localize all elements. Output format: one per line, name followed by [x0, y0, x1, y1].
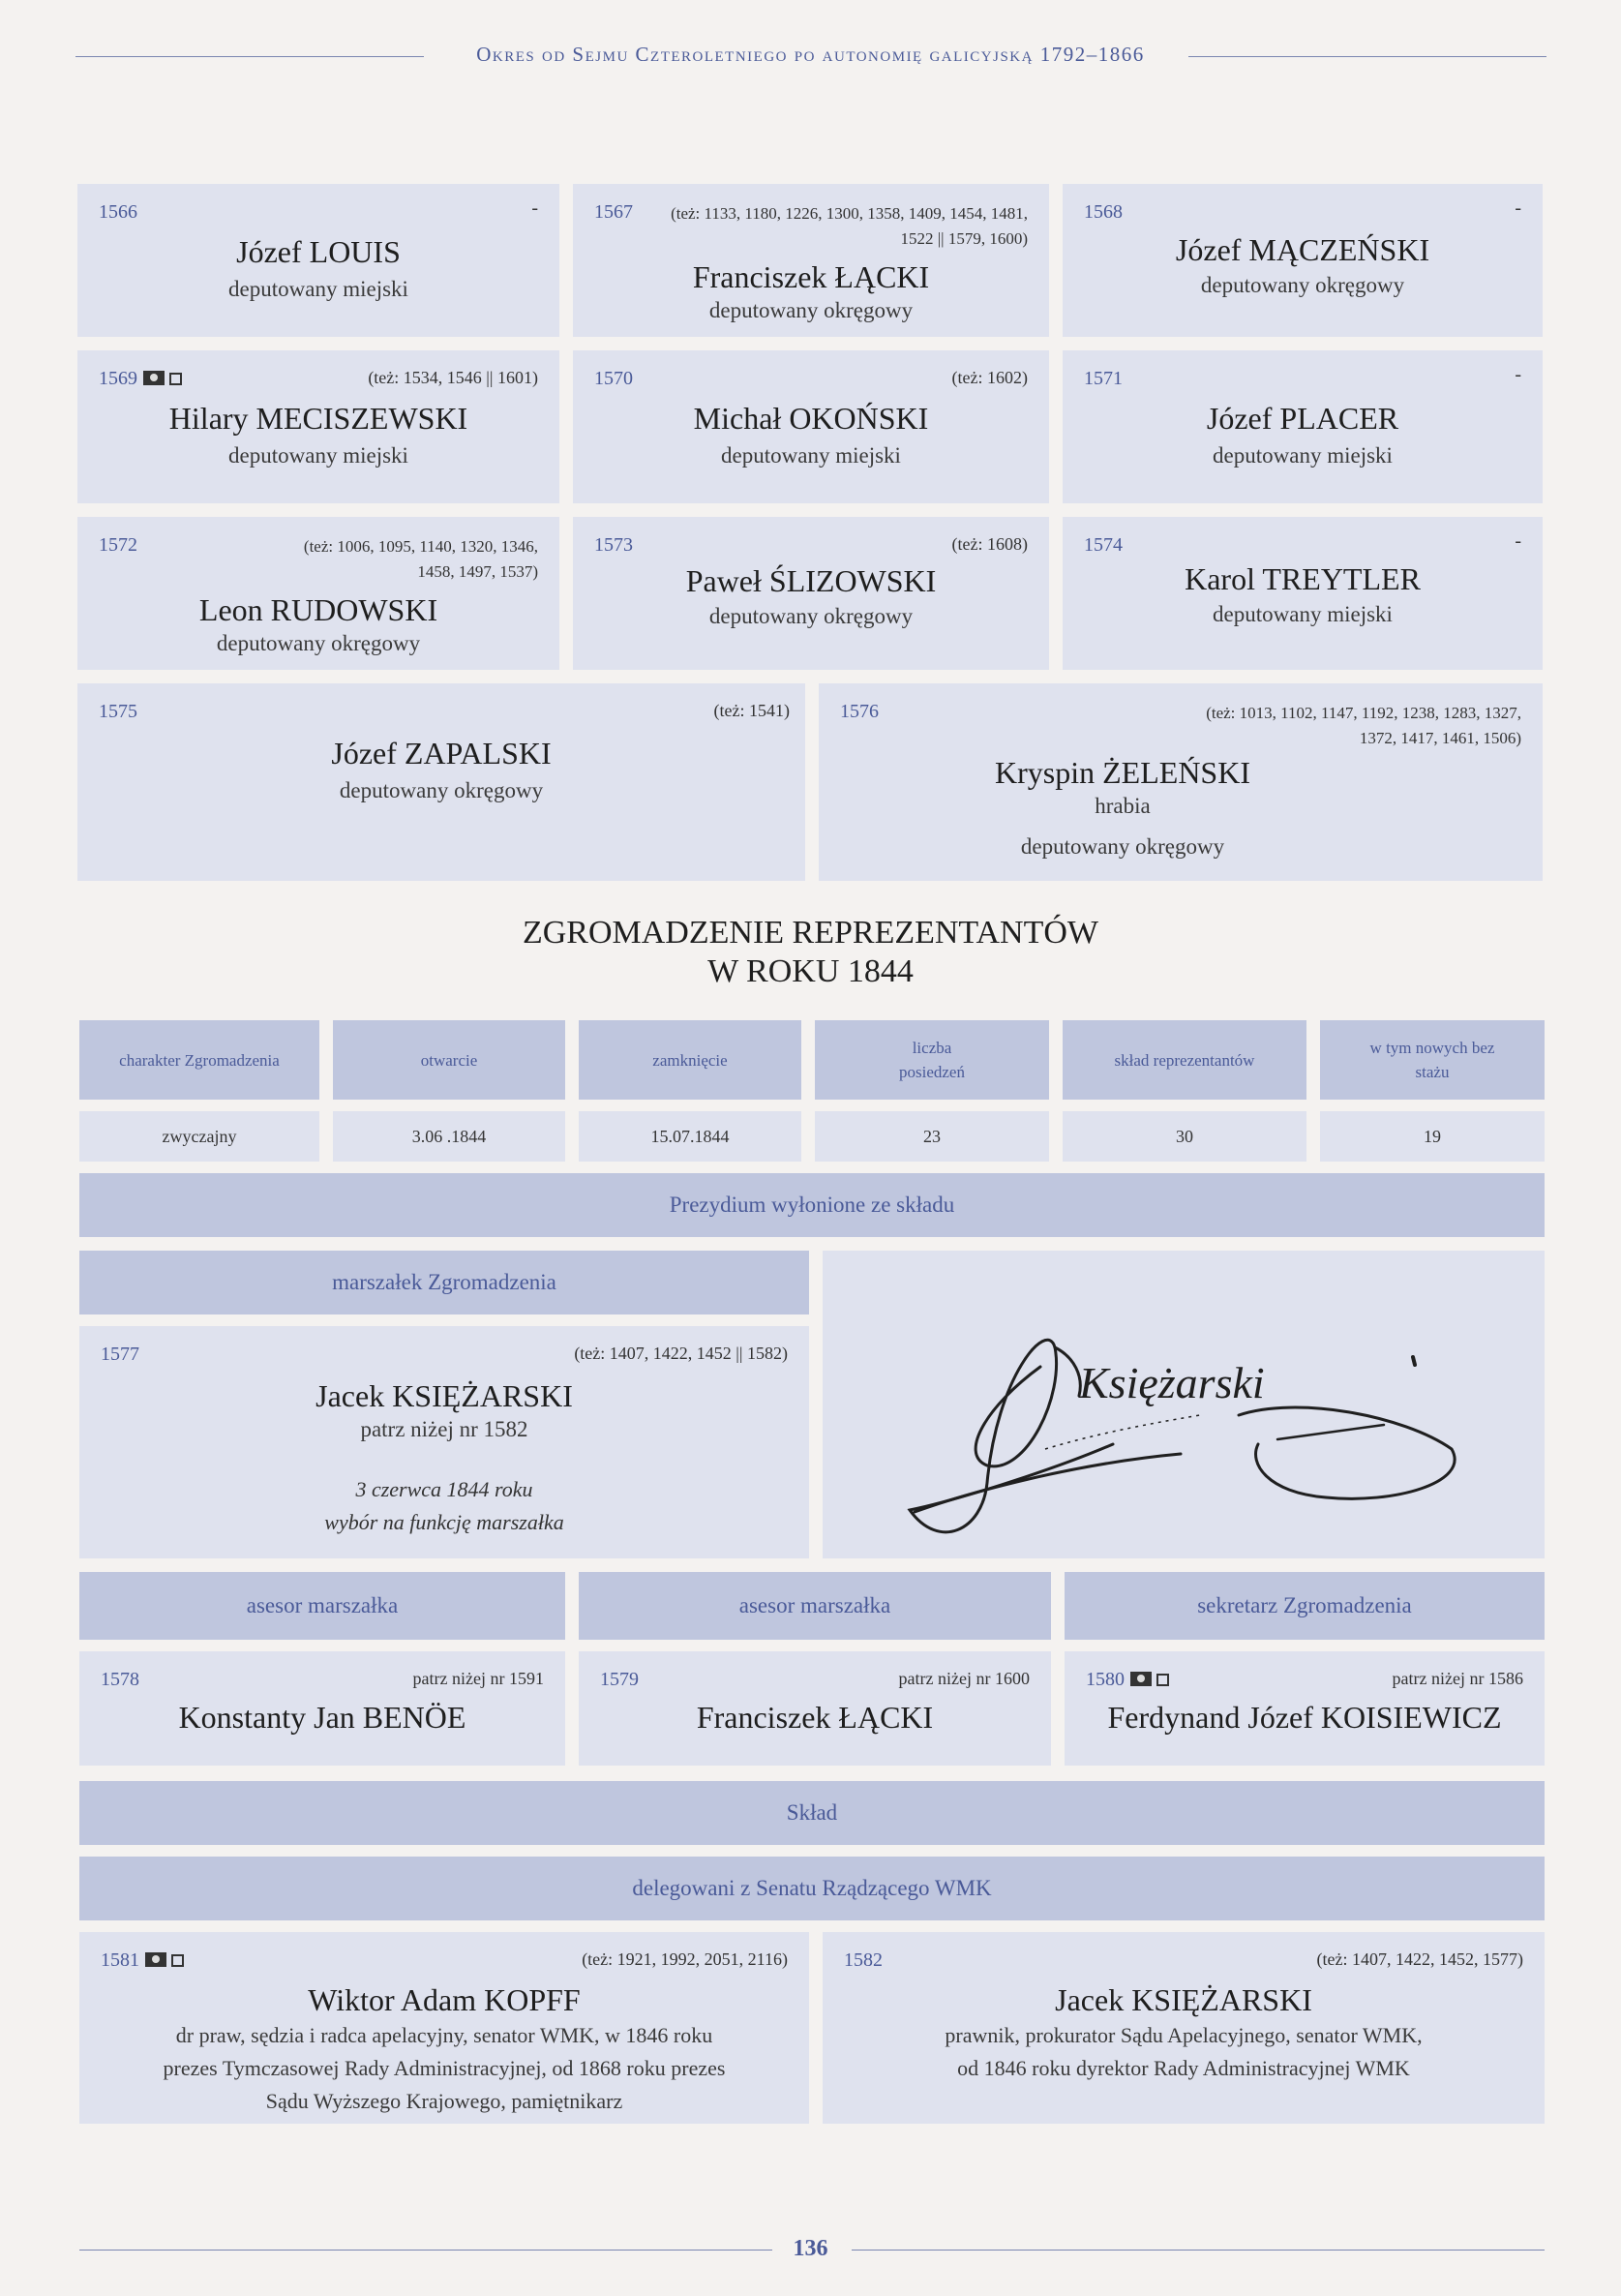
- card-1572: [77, 517, 559, 670]
- card-desc: prawnik, prokurator Sądu Apelacyjnego, senator WMK,: [945, 2023, 1423, 2047]
- card-ref: (też: 1541): [713, 701, 790, 720]
- table-cell: 19: [1320, 1111, 1545, 1162]
- card-name: Kryspin ŻELEŃSKI: [995, 755, 1250, 790]
- card-ref: -: [1515, 530, 1521, 552]
- square-icon: [171, 1954, 184, 1967]
- card-number: 1572: [99, 534, 137, 556]
- card-1574: [1063, 517, 1543, 670]
- running-title: Okres od Sejmu Czteroletniego po autonomię galicyjską 1792–1866: [476, 43, 1145, 66]
- card-desc: dr praw, sędzia i radca apelacyjny, senator WMK, w 1846 roku: [175, 2023, 713, 2047]
- card-1581: [79, 1932, 809, 2124]
- photo-icon: [143, 371, 165, 385]
- presidium-band: Prezydium wyłonione ze składu: [79, 1173, 1545, 1237]
- table-cell: 3.06 .1844: [333, 1111, 565, 1162]
- card-name: Paweł ŚLIZOWSKI: [685, 563, 937, 598]
- card-ref: (też: 1534, 1546 || 1601): [368, 368, 538, 387]
- card-number: 1574: [1084, 534, 1123, 556]
- card-number: 1573: [594, 534, 633, 556]
- card-role: hrabia: [1095, 794, 1151, 818]
- table-cell: 15.07.1844: [579, 1111, 801, 1162]
- card-ref: (też: 1013, 1102, 1147, 1192, 1238, 1283, 1327, 1372, 1417, 1461, 1506): [1206, 704, 1521, 747]
- election-date: 3 czerwca 1844 roku: [355, 1477, 533, 1501]
- card-name: Franciszek ŁĄCKI: [692, 259, 930, 294]
- card-name: Józef ZAPALSKI: [331, 736, 552, 770]
- card-name: Wiktor Adam KOPFF: [308, 1982, 581, 2017]
- card-name: Ferdynand Józef KOISIEWICZ: [1107, 1700, 1502, 1735]
- card-number: 1566: [99, 201, 137, 223]
- signature-text: Księżarski: [1079, 1358, 1265, 1407]
- card-1569: [77, 350, 559, 503]
- card-number: 1580: [1086, 1669, 1125, 1690]
- photo-icon: [1130, 1672, 1152, 1686]
- card-number: 1581: [101, 1949, 139, 1971]
- card-ref: (też: 1006, 1095, 1140, 1320, 1346, 1458, 1497, 1537): [303, 537, 538, 581]
- card-role: deputowany miejski: [228, 277, 408, 301]
- square-icon: [169, 373, 182, 385]
- card-name: Józef MĄCZEŃSKI: [1175, 232, 1430, 267]
- card-role: deputowany okręgowy: [1200, 273, 1405, 297]
- card-1567: [573, 184, 1049, 337]
- photo-icon: [145, 1952, 166, 1967]
- secretary-band: sekretarz Zgromadzenia: [1065, 1572, 1545, 1640]
- marshal-band: marszałek Zgromadzenia: [79, 1251, 809, 1314]
- senate-delegates-band: delegowani z Senatu Rządzącego WMK: [79, 1857, 1545, 1920]
- card-ref: (też: 1407, 1422, 1452, 1577): [1316, 1949, 1523, 1969]
- card-name: Józef LOUIS: [236, 234, 401, 269]
- card-number: 1569: [99, 368, 137, 389]
- card-role: deputowany okręgowy: [339, 778, 544, 802]
- table-header: otwarcie: [333, 1020, 565, 1100]
- signature-image: [823, 1251, 1545, 1558]
- card-name: Jacek KSIĘŻARSKI: [1055, 1982, 1312, 2017]
- card-ref: -: [531, 197, 538, 219]
- card-1575: [77, 683, 805, 881]
- card-role: deputowany okręgowy: [1020, 834, 1225, 859]
- square-icon: [1156, 1674, 1169, 1686]
- page-number: 136: [793, 2236, 828, 2261]
- card-1570: [573, 350, 1049, 503]
- table-header: skład reprezentantów: [1063, 1020, 1306, 1100]
- card-name: Franciszek ŁĄCKI: [696, 1700, 934, 1735]
- card-number: 1576: [840, 701, 879, 722]
- card-number: 1567: [594, 201, 633, 223]
- card-name: Karol TREYTLER: [1185, 561, 1421, 596]
- card-name: Michał OKOŃSKI: [693, 401, 929, 436]
- card-role: deputowany miejski: [1213, 602, 1393, 626]
- table-header: charakter Zgromadzenia: [79, 1020, 319, 1100]
- card-ref: -: [1515, 364, 1521, 385]
- table-header: zamknięcie: [579, 1020, 801, 1100]
- card-desc: Sądu Wyższego Krajowego, pamiętnikarz: [265, 2089, 623, 2113]
- card-role: deputowany miejski: [228, 443, 408, 468]
- card-ref: patrz niżej nr 1591: [412, 1669, 544, 1688]
- table-cell: 30: [1063, 1111, 1306, 1162]
- card-number: 1570: [594, 368, 633, 389]
- card-ref: (też: 1602): [951, 368, 1028, 387]
- card-role: deputowany okręgowy: [708, 298, 914, 322]
- composition-band: Skład: [79, 1781, 1545, 1845]
- card-name: Hilary MECISZEWSKI: [168, 401, 468, 436]
- card-number: 1578: [101, 1669, 139, 1690]
- assembly-year: W ROKU 1844: [707, 953, 914, 989]
- card-1566: [77, 184, 559, 337]
- card-ref: (też: 1608): [951, 534, 1028, 554]
- card-number: 1582: [844, 1949, 883, 1971]
- card-number-group: [1086, 1669, 1169, 1691]
- assessor-band: asesor marszałka: [579, 1572, 1051, 1640]
- header-rule-right: [1188, 56, 1546, 57]
- card-ref: (też: 1133, 1180, 1226, 1300, 1358, 1409, 1454, 1481, 1522 || 1579, 1600): [671, 204, 1028, 248]
- card-1568: [1063, 184, 1543, 337]
- card-1578: [79, 1651, 565, 1766]
- card-number-group: [99, 368, 182, 390]
- card-1571: [1063, 350, 1543, 503]
- card-1573: [573, 517, 1049, 670]
- card-name: Konstanty Jan BENÖE: [178, 1700, 466, 1735]
- card-number: 1579: [600, 1669, 639, 1690]
- card-1579: [579, 1651, 1051, 1766]
- card-role: deputowany okręgowy: [708, 604, 914, 628]
- card-1577: [79, 1326, 809, 1558]
- table-cell: zwyczajny: [79, 1111, 319, 1162]
- signature-card: [823, 1251, 1545, 1558]
- assessor-band: asesor marszałka: [79, 1572, 565, 1640]
- card-number: 1575: [99, 701, 137, 722]
- table-header: liczba posiedzeń: [815, 1020, 1049, 1100]
- election-note: wybór na funkcję marszałka: [324, 1510, 564, 1534]
- card-1582: [823, 1932, 1545, 2124]
- card-role: deputowany miejski: [721, 443, 901, 468]
- card-1576: [819, 683, 1543, 881]
- card-1580: [1065, 1651, 1545, 1766]
- card-ref: (też: 1407, 1422, 1452 || 1582): [574, 1344, 788, 1363]
- card-number: 1577: [101, 1344, 139, 1365]
- card-name: Józef PLACER: [1206, 401, 1399, 436]
- footer-rule-right: [852, 2250, 1545, 2251]
- card-ref: (też: 1921, 1992, 2051, 2116): [582, 1949, 788, 1969]
- card-note: patrz niżej nr 1582: [360, 1417, 528, 1441]
- card-ref: patrz niżej nr 1600: [898, 1669, 1030, 1688]
- card-number-group: [101, 1949, 184, 1972]
- assembly-title: ZGROMADZENIE REPREZENTANTÓW: [522, 915, 1099, 951]
- card-desc: od 1846 roku dyrektor Rady Administracyjnej WMK: [957, 2056, 1410, 2080]
- card-ref: patrz niżej nr 1586: [1392, 1669, 1523, 1688]
- card-number: 1571: [1084, 368, 1123, 389]
- card-name: Jacek KSIĘŻARSKI: [315, 1378, 573, 1413]
- card-role: deputowany okręgowy: [216, 631, 421, 655]
- card-name: Leon RUDOWSKI: [198, 592, 438, 627]
- table-header: w tym nowych bez stażu: [1320, 1020, 1545, 1100]
- table-cell: 23: [815, 1111, 1049, 1162]
- card-ref: -: [1515, 197, 1521, 219]
- card-number: 1568: [1084, 201, 1123, 223]
- card-role: deputowany miejski: [1213, 443, 1393, 468]
- card-desc: prezes Tymczasowej Rady Administracyjnej, od 1868 roku prezes: [163, 2056, 726, 2080]
